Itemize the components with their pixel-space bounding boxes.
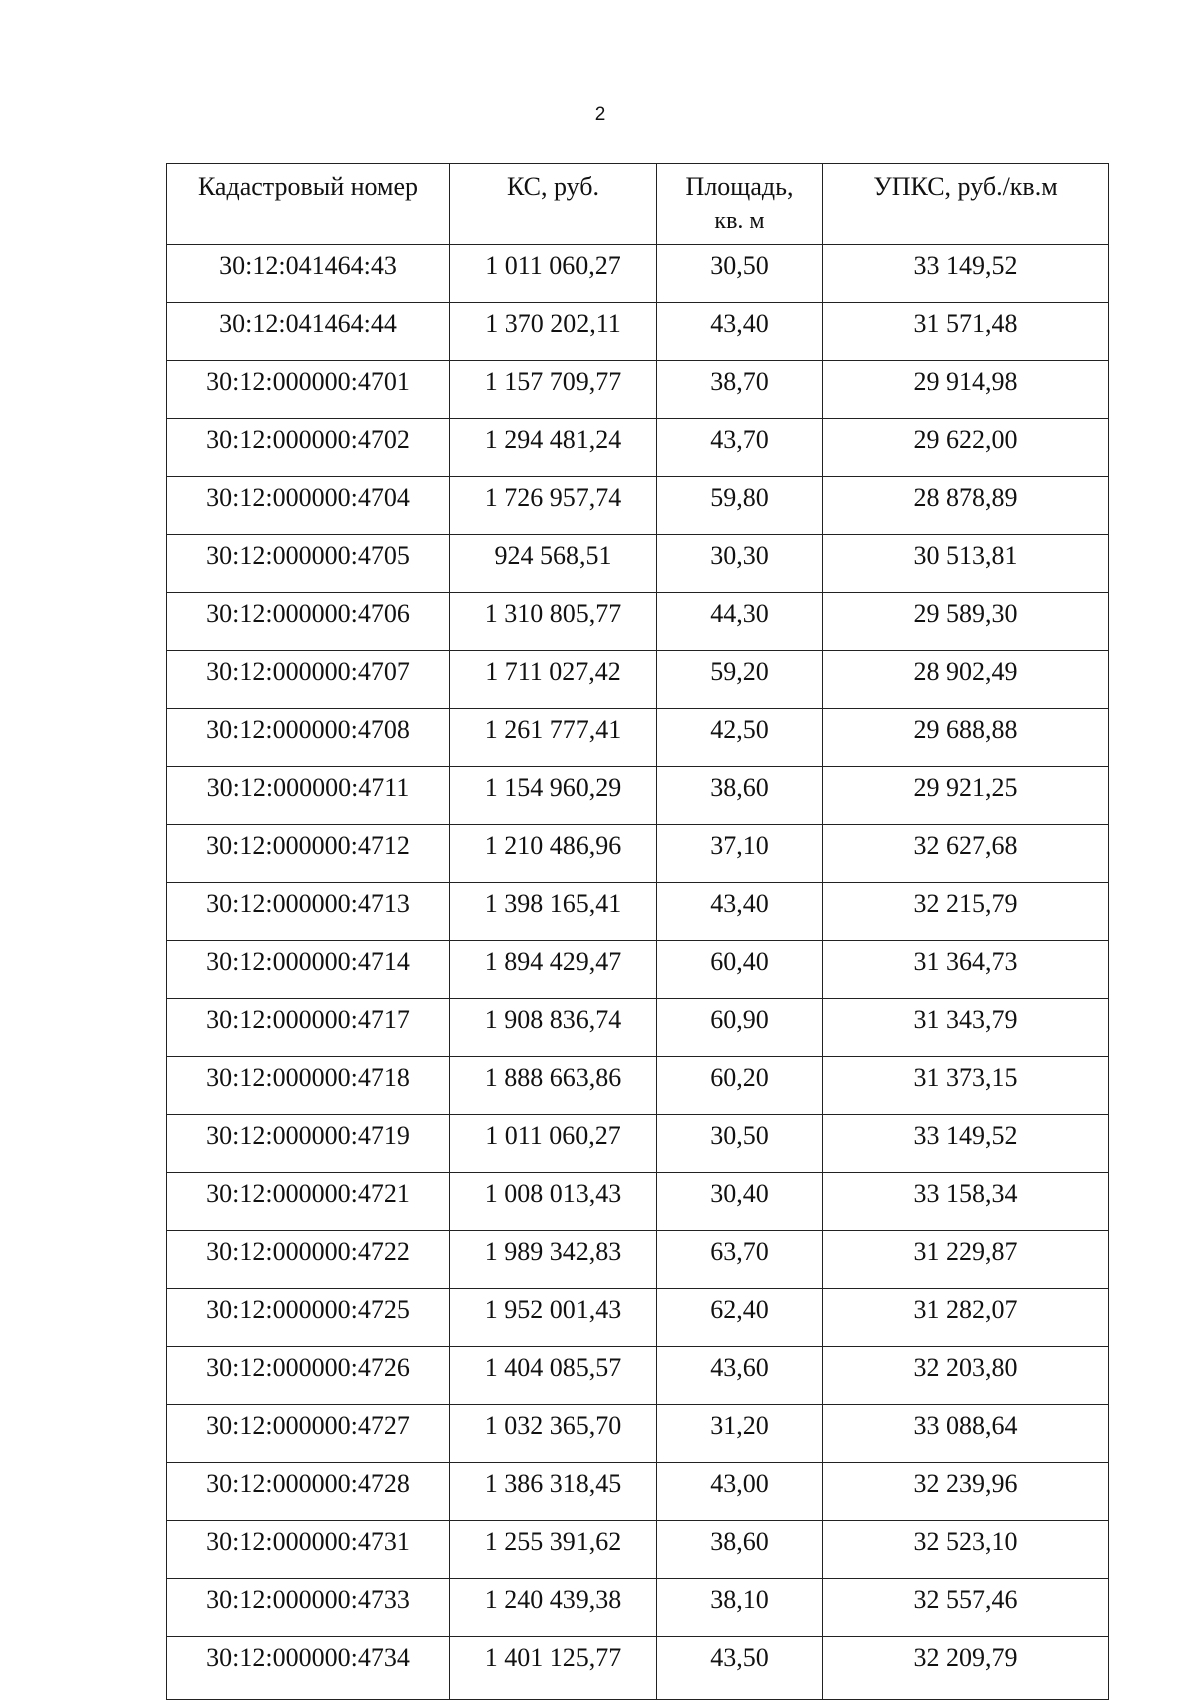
table-row [167,1637,1109,1700]
cell-cadastral-cost: 1 398 165,41 [450,883,657,941]
cell-cadastral-cost: 1 154 960,29 [450,767,657,825]
cell-unit-cost: 31 571,48 [823,303,1109,361]
cell-cadastral-cost: 1 952 001,43 [450,1289,657,1347]
cell-cadastral-number: 30:12:000000:4728 [167,1463,450,1521]
cell-area: 30,50 [657,245,823,303]
cell-cadastral-number: 30:12:000000:4706 [167,593,450,651]
cell-area: 62,40 [657,1289,823,1347]
cell-cadastral-cost: 1 908 836,74 [450,999,657,1057]
cell-area: 42,50 [657,709,823,767]
cell-cadastral-number: 30:12:000000:4704 [167,477,450,535]
cell-area: 43,00 [657,1463,823,1521]
table-row [167,1521,1109,1579]
cell-cadastral-cost: 1 008 013,43 [450,1173,657,1231]
cell-area: 59,80 [657,477,823,535]
cell-area: 60,40 [657,941,823,999]
table-row [167,361,1109,419]
cell-cadastral-cost: 1 011 060,27 [450,245,657,303]
cell-cadastral-number: 30:12:000000:4725 [167,1289,450,1347]
cell-cadastral-number: 30:12:000000:4711 [167,767,450,825]
table-row [167,419,1109,477]
cell-unit-cost: 32 557,46 [823,1579,1109,1637]
cell-cadastral-cost: 1 989 342,83 [450,1231,657,1289]
cell-area: 59,20 [657,651,823,709]
cell-unit-cost: 33 149,52 [823,245,1109,303]
cell-unit-cost: 29 921,25 [823,767,1109,825]
cell-cadastral-number: 30:12:000000:4713 [167,883,450,941]
cell-unit-cost: 33 158,34 [823,1173,1109,1231]
table-row [167,303,1109,361]
cell-cadastral-cost: 1 210 486,96 [450,825,657,883]
cell-cadastral-cost: 1 726 957,74 [450,477,657,535]
cell-cadastral-number: 30:12:000000:4707 [167,651,450,709]
cell-unit-cost: 29 914,98 [823,361,1109,419]
cell-cadastral-number: 30:12:000000:4722 [167,1231,450,1289]
cell-cadastral-number: 30:12:000000:4717 [167,999,450,1057]
cell-unit-cost: 31 373,15 [823,1057,1109,1115]
table-row [167,477,1109,535]
cell-area: 30,50 [657,1115,823,1173]
cell-area: 38,60 [657,1521,823,1579]
cell-cadastral-number: 30:12:000000:4719 [167,1115,450,1173]
cell-cadastral-cost: 1 240 439,38 [450,1579,657,1637]
cell-unit-cost: 31 343,79 [823,999,1109,1057]
table-row [167,1231,1109,1289]
table-header-row [167,164,1109,245]
cell-cadastral-number: 30:12:000000:4702 [167,419,450,477]
cell-cadastral-cost: 1 404 085,57 [450,1347,657,1405]
table-row [167,1289,1109,1347]
table-row [167,1173,1109,1231]
cell-unit-cost: 32 215,79 [823,883,1109,941]
cell-cadastral-number: 30:12:000000:4714 [167,941,450,999]
table-row [167,1347,1109,1405]
cell-cadastral-cost: 924 568,51 [450,535,657,593]
table-row [167,709,1109,767]
cell-cadastral-number: 30:12:000000:4721 [167,1173,450,1231]
table-row [167,825,1109,883]
cell-cadastral-number: 30:12:000000:4726 [167,1347,450,1405]
cell-area: 63,70 [657,1231,823,1289]
table-row [167,593,1109,651]
header-cadastral-number: Кадастровый номер [167,164,450,245]
cell-cadastral-cost: 1 157 709,77 [450,361,657,419]
cell-unit-cost: 29 589,30 [823,593,1109,651]
cell-unit-cost: 32 627,68 [823,825,1109,883]
table-row [167,535,1109,593]
table-row [167,245,1109,303]
cell-unit-cost: 30 513,81 [823,535,1109,593]
table-row [167,1405,1109,1463]
cell-unit-cost: 32 203,80 [823,1347,1109,1405]
table-row [167,1115,1109,1173]
cell-unit-cost: 32 239,96 [823,1463,1109,1521]
cell-cadastral-cost: 1 310 805,77 [450,593,657,651]
cell-cadastral-number: 30:12:000000:4718 [167,1057,450,1115]
page-number: 2 [594,104,606,125]
cell-unit-cost: 31 282,07 [823,1289,1109,1347]
cell-cadastral-cost: 1 888 663,86 [450,1057,657,1115]
cell-cadastral-cost: 1 011 060,27 [450,1115,657,1173]
cell-cadastral-cost: 1 401 125,77 [450,1637,657,1700]
table-row [167,767,1109,825]
cell-cadastral-number: 30:12:041464:43 [167,245,450,303]
cell-unit-cost: 31 364,73 [823,941,1109,999]
cell-cadastral-number: 30:12:000000:4727 [167,1405,450,1463]
cell-area: 43,40 [657,303,823,361]
cell-unit-cost: 29 622,00 [823,419,1109,477]
table-row [167,651,1109,709]
cell-area: 30,40 [657,1173,823,1231]
cell-cadastral-cost: 1 711 027,42 [450,651,657,709]
cell-area: 38,60 [657,767,823,825]
cell-unit-cost: 28 902,49 [823,651,1109,709]
header-unit-cost: УПКС, руб./кв.м [823,164,1109,245]
cell-cadastral-number: 30:12:000000:4733 [167,1579,450,1637]
cell-area: 60,90 [657,999,823,1057]
cadastral-value-table [166,163,1109,1700]
header-cadastral-cost: КС, руб. [450,164,657,245]
table-row [167,1579,1109,1637]
cell-cadastral-cost: 1 294 481,24 [450,419,657,477]
cell-area: 31,20 [657,1405,823,1463]
cell-area: 43,70 [657,419,823,477]
cell-area: 43,60 [657,1347,823,1405]
cell-cadastral-cost: 1 255 391,62 [450,1521,657,1579]
cell-area: 44,30 [657,593,823,651]
cell-cadastral-cost: 1 370 202,11 [450,303,657,361]
table-row [167,941,1109,999]
cell-unit-cost: 29 688,88 [823,709,1109,767]
cell-cadastral-number: 30:12:000000:4731 [167,1521,450,1579]
cell-cadastral-number: 30:12:000000:4701 [167,361,450,419]
cell-unit-cost: 33 088,64 [823,1405,1109,1463]
cell-cadastral-number: 30:12:000000:4712 [167,825,450,883]
cell-cadastral-number: 30:12:000000:4705 [167,535,450,593]
header-area [657,164,823,245]
cell-unit-cost: 31 229,87 [823,1231,1109,1289]
cell-area: 38,10 [657,1579,823,1637]
table-row [167,1463,1109,1521]
cell-unit-cost: 32 209,79 [823,1637,1109,1700]
cell-area: 37,10 [657,825,823,883]
cell-cadastral-cost: 1 894 429,47 [450,941,657,999]
cell-unit-cost: 32 523,10 [823,1521,1109,1579]
cell-cadastral-number: 30:12:041464:44 [167,303,450,361]
cell-cadastral-number: 30:12:000000:4734 [167,1637,450,1700]
cell-cadastral-cost: 1 386 318,45 [450,1463,657,1521]
header-area-line1: Площадь, [685,172,794,201]
cell-cadastral-cost: 1 261 777,41 [450,709,657,767]
table-row [167,999,1109,1057]
cell-unit-cost: 28 878,89 [823,477,1109,535]
cell-area: 30,30 [657,535,823,593]
cell-cadastral-number: 30:12:000000:4708 [167,709,450,767]
cell-area: 43,50 [657,1637,823,1700]
table-body [167,245,1109,1700]
table-row [167,1057,1109,1115]
cell-area: 60,20 [657,1057,823,1115]
cell-area: 38,70 [657,361,823,419]
cell-cadastral-cost: 1 032 365,70 [450,1405,657,1463]
table-row [167,883,1109,941]
cell-unit-cost: 33 149,52 [823,1115,1109,1173]
header-area-line2: кв. м [714,208,765,234]
cell-area: 43,40 [657,883,823,941]
